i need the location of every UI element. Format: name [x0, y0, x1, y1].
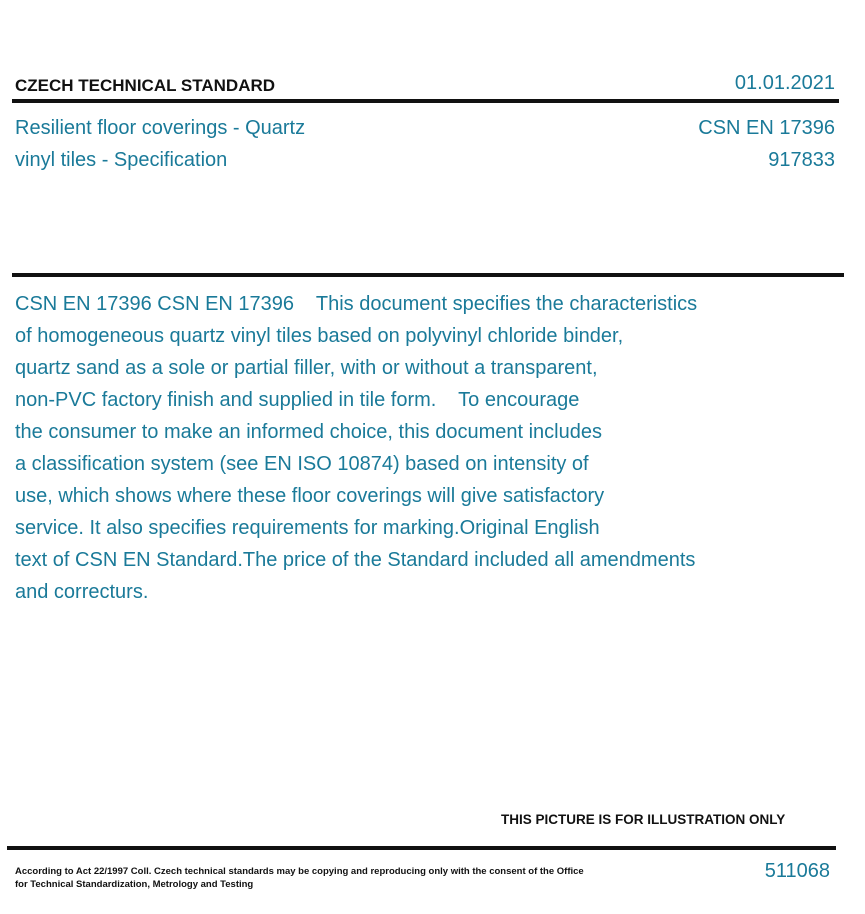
abstract-line: use, which shows where these floor coverings will give satisfactory — [15, 485, 605, 507]
header-date: 01.01.2021 — [734, 72, 835, 94]
abstract-line: the consumer to make an informed choice, this document includes — [15, 421, 602, 443]
legal-notice-line: for Technical Standardization, Metrology and Testing — [15, 879, 254, 890]
standard-title-line-2: vinyl tiles - Specification — [15, 149, 228, 171]
abstract-line: text of CSN EN Standard.The price of the Standard included all amendments — [15, 549, 696, 571]
abstract-line: a classification system (see EN ISO 10874) based on intensity of — [15, 453, 589, 475]
standard-title-line-1: Resilient floor coverings - Quartz — [15, 117, 306, 139]
footer-divider — [7, 846, 836, 850]
abstract-line: CSN EN 17396 CSN EN 17396 This document specifies the characteristics — [15, 293, 698, 315]
legal-notice-line: According to Act 22/1997 Coll. Czech technical standards may be copying and reproducing only with the consent of the Office — [15, 866, 584, 877]
abstract-text — [15, 288, 765, 608]
standard-code: CSN EN 17396 — [698, 117, 835, 139]
illustration-notice: THIS PICTURE IS FOR ILLUSTRATION ONLY — [501, 812, 786, 827]
abstract-line: non-PVC factory finish and supplied in tile form. To encourage — [15, 389, 580, 411]
abstract-line: and correcturs. — [15, 581, 149, 603]
legal-notice — [15, 865, 584, 891]
abstract-divider — [12, 273, 844, 277]
footer-number: 511068 — [764, 860, 830, 882]
header-divider — [12, 99, 839, 103]
abstract-line: of homogeneous quartz vinyl tiles based on polyvinyl chloride binder, — [15, 325, 624, 347]
abstract-line: service. It also specifies requirements for marking.Original English — [15, 517, 600, 539]
header-title: CZECH TECHNICAL STANDARD — [15, 76, 276, 95]
catalog-number: 917833 — [768, 149, 835, 171]
abstract-line: quartz sand as a sole or partial filler, with or without a transparent, — [15, 357, 598, 379]
